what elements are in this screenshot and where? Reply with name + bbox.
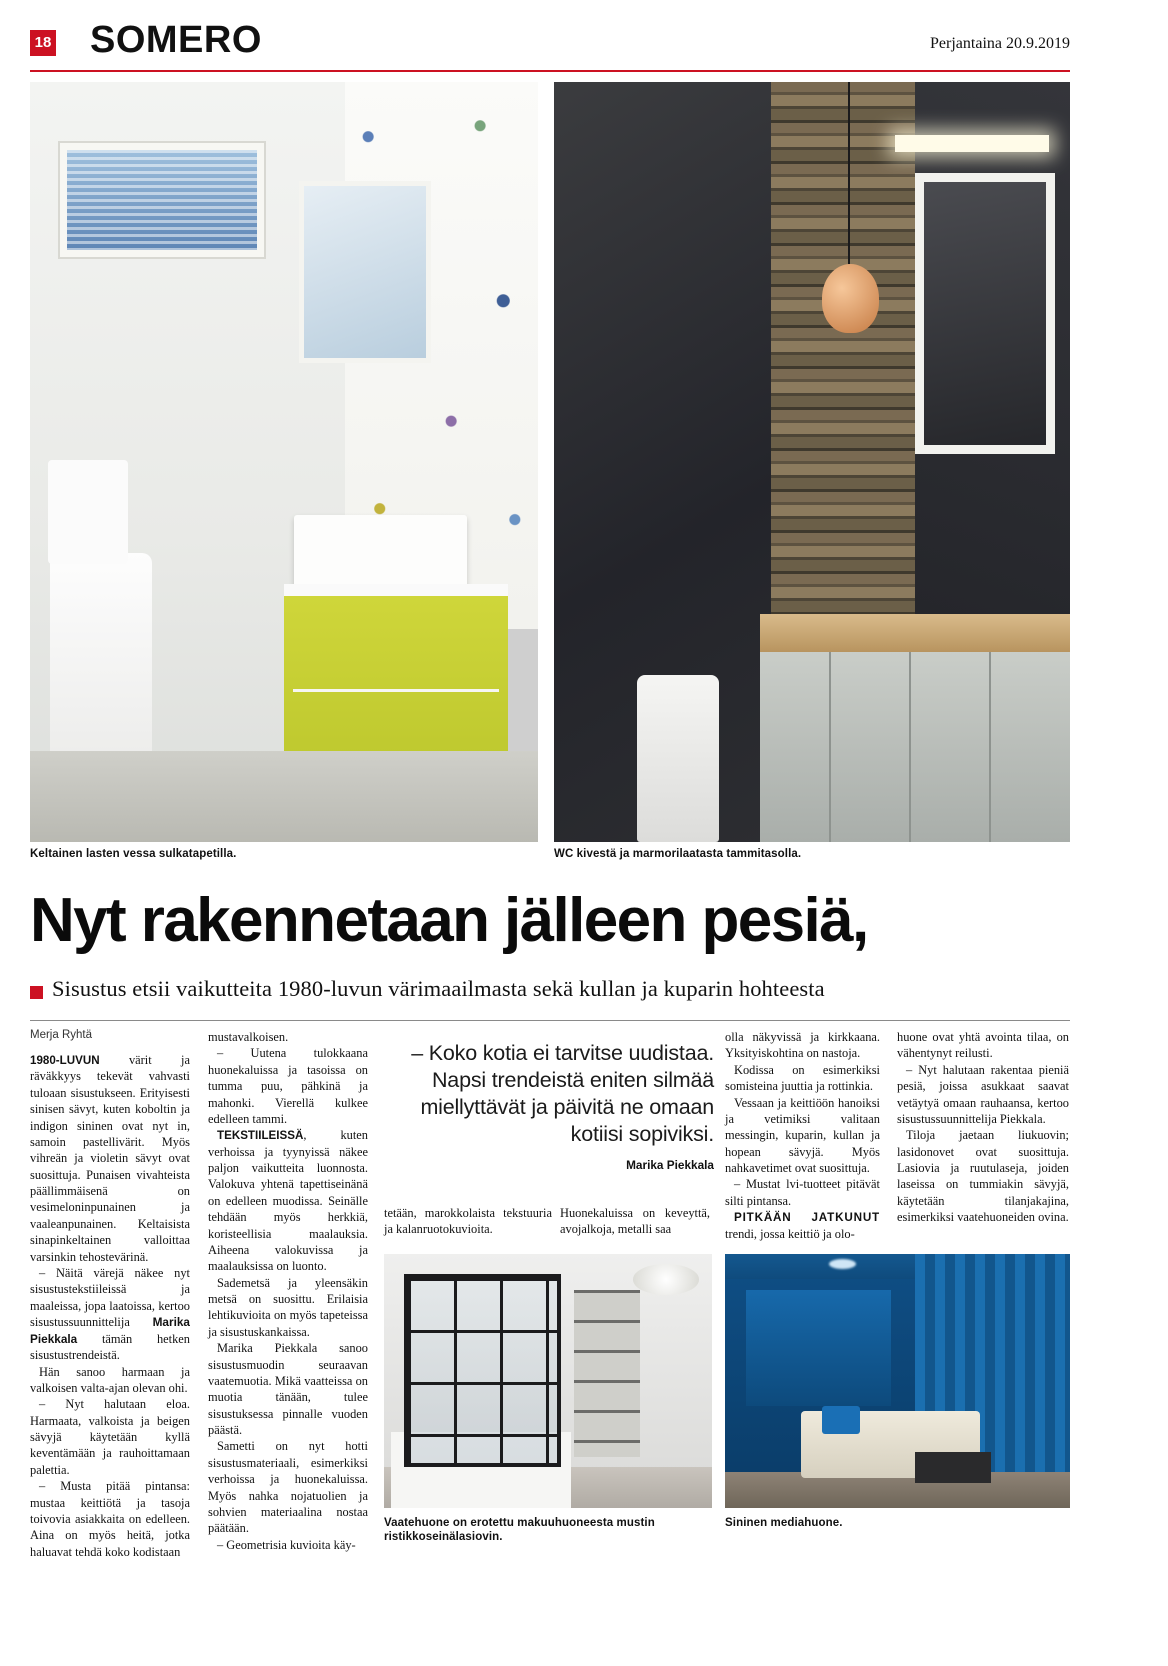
text-column-5 [725,1029,880,1242]
top-photo-row [30,82,1070,842]
text-column-4 [560,1205,710,1238]
paragraph: 1980-LUVUN värit ja räväkkyys tekevät vahvasti tuloaan sisustukseen. Erityisesti sinisen sävyt, kuten koboltin ja indigon sininen ovat nyt in, samoin pastellivärit. Myös vihreän ja violetin sävyt ovat suosittuja. Punaisen vivahteista päällimmäisenä on vesimeloninpunainen ja vaaleanpunainen. Keltaisista sinapinkeltainen valloittaa varsinkin tehostevärinä. [30,1053,190,1264]
paragraph: tetään, marokkolaista tekstuuria ja kalanruotokuvioita. [384,1206,552,1237]
page-number: 18 [30,30,56,56]
paragraph: Sametti on nyt hotti sisustusmateriaali, esimerkiksi verhoissa ja huonekaluissa. Myös nahka nojatuolien ja sohvien materiaalina nostaa päätään. [208,1439,368,1536]
body-divider [30,1020,1070,1021]
paragraph: Kodissa on esimerkiksi somisteina juuttia ja rottinkia. [725,1062,880,1094]
paragraph: – Nyt halutaan rakentaa pieniä pesiä, joissa asukkaat saavat vetäytyä omaan rauhaansa, kertoo sisustussuunnittelija Piekkala. [897,1062,1069,1126]
paragraph: – Musta pitää pintansa: mustaa keittiötä ja tasoja toivovia asiakkaita on edelleen. Aina on myös heitä, jotka haluavat tehdä koko kodistaan [30,1479,190,1559]
photo-blue-media-room [725,1254,1070,1508]
text-column-2 [208,1029,368,1553]
article-headline: Nyt rakennetaan jälleen pesiä, [30,886,868,955]
photo-caption-bottom-left: Vaatehuone on erotettu makuuhuoneesta mustin ristikkoseinälasiovin. [384,1517,655,1544]
photo-caption-bottom-right: Sininen mediahuone. [725,1517,843,1529]
paragraph: Marika Piekkala sanoo sisustusmuodin seuraavan vaatemuotia. Mikä vaatteissa on muotia tänään, tulee sisustuksessa pinnalle vuoden päästä. [208,1341,368,1437]
paragraph: Sademetsä ja yleensäkin metsä on suosittu. Erilaisia lehtikuvioita on myös tapeteissa ja sisustuskankaissa. [208,1275,368,1339]
paragraph: – Nyt halutaan eloa. Harmaata, valkoista ja beigen sävyjä käytetään kyllä keventämään ja rauhoittamaan palettia. [30,1397,190,1477]
paragraph: PITKÄÄN JATKUNUT trendi, jossa keittiö ja olo- [725,1211,880,1241]
paragraph: Hän sanoo harmaan ja valkoisen valta-ajan olevan ohi. [30,1364,190,1395]
paragraph: Huonekaluissa on keveyttä, avojalkoja, metalli saa [560,1206,710,1237]
pull-quote-author: Marika Piekkala [626,1158,714,1172]
section-title: SOMERO [90,19,262,61]
issue-date: Perjantaina 20.9.2019 [930,35,1070,52]
header-divider [30,70,1070,72]
bullet-square-icon [30,986,43,999]
paragraph: – Geometrisia kuvioita käy- [217,1537,356,1552]
article-byline: Merja Ryhtä [30,1029,92,1041]
paragraph: Vessaan ja keittiöön hanoiksi ja vetimiksi valitaan messingin, kuparin, kullan ja hopean sävyjä. Myös nahkavetimet ovat suosittuja. [725,1095,880,1175]
photo-caption-top-right: WC kivestä ja marmorilaatasta tammitasolla. [554,848,802,860]
masthead [30,19,1070,74]
paragraph: huone ovat yhtä avointa tilaa, on vähentynyt reilusti. [897,1030,1069,1061]
paragraph: olla näkyvissä ja kirkkaana. Yksityiskohtina on nastoja. [725,1030,880,1061]
text-column-6 [897,1029,1069,1226]
paragraph: mustavalkoisen. [208,1030,289,1044]
text-column-1 [30,1052,190,1560]
text-column-3 [384,1205,552,1238]
article-subhead: Sisustus etsii vaikutteita 1980-luvun värimaailmasta sekä kullan ja kuparin hohteesta [52,976,825,1001]
paragraph: – Mustat lvi-tuotteet pitävät silti pintansa. [725,1177,880,1208]
paragraph: – Näitä värejä näkee nyt sisustustekstiileissä ja maaleissa, jopa laatoissa, kertoo sisustussuunnittelija Marika Piekkala tämän hetken sisustustrendeistä. [30,1265,190,1363]
article-subhead-row [30,978,1070,1006]
photo-wardrobe-room [384,1254,712,1508]
pull-quote: – Koko kotia ei tarvitse uudistaa. Napsi trendeistä eniten silmää miellyttävät ja päivitä ne omaan kotiisi sopiviksi. [411,1041,714,1147]
photo-stone-marble-wc [554,82,1070,842]
photo-caption-top-left: Keltainen lasten vessa sulkatapetilla. [30,848,237,860]
paragraph: – Uutena tulokkaana huonekaluissa ja tasoissa on tumma puu, pähkinä ja mahonki. Vierellä kulkee edelleen tammi. [208,1046,368,1126]
photo-yellow-kids-bathroom [30,82,538,842]
paragraph: Tiloja jaetaan liukuovin; lasidonovet ovat suosittuja. Lasiovia ja ruutulaseja, joiden laseissa on tummiakin sävyjä, käytetään tilanjakajina, esimerkiksi vaatehuoneiden ovina. [897,1128,1069,1225]
paragraph: TEKSTIILEISSÄ, kuten verhoissa ja tyynyissä näkee paljon vaikutteita luonnosta. Valokuva yhtenä tapettiseinänä on edelleen muodissa. Seinälle tehdään myös herkkiä, koristeellisia maalauksia. Aiheena valokuvissa ja maalauksissa on luonto. [208,1128,368,1274]
